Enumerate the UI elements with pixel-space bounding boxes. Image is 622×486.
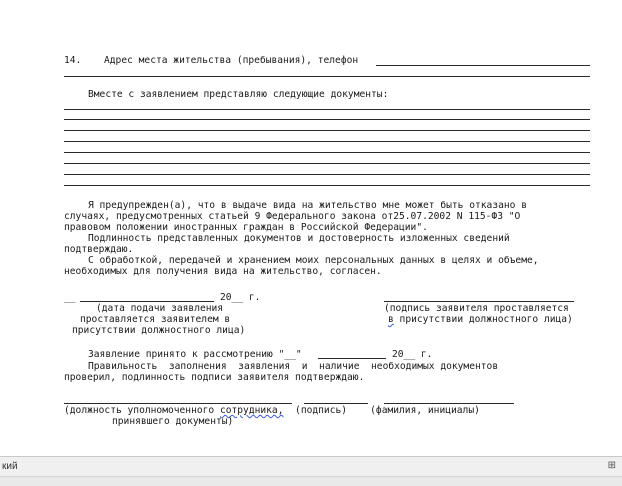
officer-name-line[interactable] <box>384 403 514 404</box>
address-field-line-2[interactable] <box>64 76 590 77</box>
officer-caption-part: сотрудника, <box>219 405 284 416</box>
documents-heading: Вместе с заявлением представляю следующие документы: <box>88 89 389 100</box>
officer-caption <box>64 405 480 416</box>
authenticity-line: Подлинность представленных документов и достоверность изложенных сведений <box>88 233 510 244</box>
address-field-line[interactable] <box>376 65 590 66</box>
officer-caption: принявшего документы) <box>112 416 234 427</box>
documents-line[interactable] <box>64 141 590 142</box>
acceptance-month-line[interactable] <box>318 358 386 359</box>
verification-line: проверил, подлинность подписи заявителя подтверждаю. <box>64 372 365 383</box>
signature-field-line[interactable] <box>384 301 574 302</box>
acceptance-line: Заявление принято к рассмотрению "__" <box>88 349 302 360</box>
acceptance-year: 20__ г. <box>392 349 433 360</box>
date-caption: присутствии должностного лица) <box>72 325 246 336</box>
status-language: кий <box>2 461 18 472</box>
date-caption: проставляется заявителем в <box>80 314 231 325</box>
date-caption: (дата подачи заявления <box>96 303 224 314</box>
signature-caption-rest: присутствии должностного лица) <box>393 314 573 325</box>
signature-caption <box>388 314 573 325</box>
documents-line[interactable] <box>64 119 590 120</box>
consent-line: С обработкой, передачей и хранением моих персональных данных в целях и объеме, <box>88 255 539 266</box>
item-number: 14. <box>64 55 82 66</box>
consent-line: необходимых для получения вида на жительство, согласен. <box>64 266 382 277</box>
signature-caption-word: в <box>388 314 394 325</box>
authenticity-line: подтверждаю. <box>64 244 134 255</box>
signature-caption: (подпись заявителя проставляется <box>384 303 569 314</box>
date-year: 20__ г. <box>220 292 261 303</box>
documents-line[interactable] <box>64 130 590 131</box>
officer-signature-line[interactable] <box>304 403 368 404</box>
verification-line: Правильность заполнения заявления и наличие необходимых документов <box>88 361 499 372</box>
officer-caption-part: (должность уполномоченного <box>64 405 220 416</box>
date-day-blank: __ <box>64 292 76 303</box>
officer-position-line[interactable] <box>64 403 292 404</box>
documents-line[interactable] <box>64 109 590 110</box>
officer-caption-part: (подпись) (фамилия, инициалы) <box>283 405 480 416</box>
date-field-line[interactable] <box>80 301 214 302</box>
view-layout-icon[interactable]: ⊞ <box>607 460 616 471</box>
documents-line[interactable] <box>64 185 590 186</box>
warning-line: случаях, предусмотренных статьей 9 Федерального закона от25.07.2002 N 115-ФЗ "О <box>64 211 521 222</box>
documents-line[interactable] <box>64 152 590 153</box>
warning-line: правовом положении иностранных граждан в Российской Федерации". <box>64 222 428 233</box>
warning-line: Я предупрежден(а), что в выдаче вида на жительство мне может быть отказано в <box>88 200 527 211</box>
documents-line[interactable] <box>64 163 590 164</box>
documents-line[interactable] <box>64 174 590 175</box>
item-label: Адрес места жительства (пребывания), телефон <box>104 55 359 66</box>
